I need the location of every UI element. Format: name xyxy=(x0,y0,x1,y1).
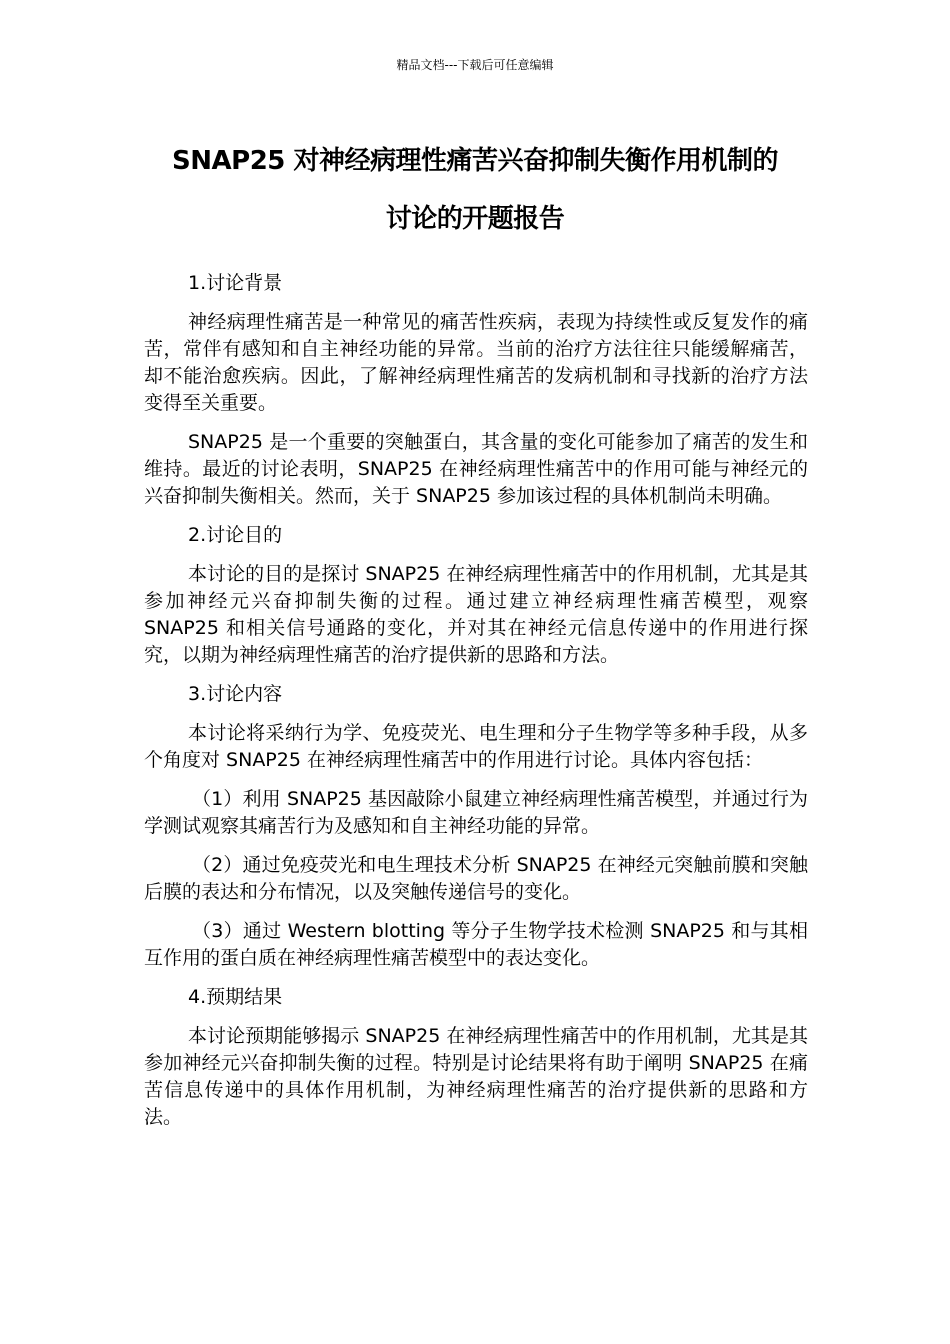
purpose-paragraph-1: 本讨论的目的是探讨 SNAP25 在神经病理性痛苦中的作用机制，尤其是其参加神经元兴奋抑制失衡的过程。通过建立神经病理性痛苦模型，观察 SNAP25 和相关信号通路的变化，并对其在神经元信息传递中的作用进行探究，以期为神经病理性痛苦的治疗提供新的思路和方法。 xyxy=(144,563,808,666)
title-line-1: SNAP25 对神经病理性痛苦兴奋抑制失衡作用机制的 xyxy=(172,146,778,176)
background-paragraph-2: SNAP25 是一个重要的突触蛋白，其含量的变化可能参加了痛苦的发生和维持。最近的讨论表明，SNAP25 在神经病理性痛苦中的作用可能与神经元的兴奋抑制失衡相关。然而，关于 SNAP25 参加该过程的具体机制尚未明确。 xyxy=(144,431,808,507)
document-body xyxy=(144,270,808,1143)
section-heading-purpose: 2.讨论目的 xyxy=(188,524,283,546)
section-heading-background: 1.讨论背景 xyxy=(188,272,283,294)
section-heading-content: 3.讨论内容 xyxy=(188,683,283,705)
content-paragraph-1: 本讨论将采纳行为学、免疫荧光、电生理和分子生物学等多种手段，从多个角度对 SNAP25 在神经病理性痛苦中的作用进行讨论。具体内容包括： xyxy=(144,722,808,771)
content-list-item-3: （3）通过 Western blotting 等分子生物学技术检测 SNAP25 和与其相互作用的蛋白质在神经病理性痛苦模型中的表达变化。 xyxy=(144,920,808,969)
expected-paragraph-1: 本讨论预期能够揭示 SNAP25 在神经病理性痛苦中的作用机制，尤其是其参加神经元兴奋抑制失衡的过程。特别是讨论结果将有助于阐明 SNAP25 在痛苦信息传递中的具体作用机制，为神经病理性痛苦的治疗提供新的思路和方法。 xyxy=(144,1025,808,1128)
content-list-item-1: （1）利用 SNAP25 基因敲除小鼠建立神经病理性痛苦模型，并通过行为学测试观察其痛苦行为及感知和自主神经功能的异常。 xyxy=(144,788,808,837)
content-list-item-2: （2）通过免疫荧光和电生理技术分析 SNAP25 在神经元突触前膜和突触后膜的表达和分布情况，以及突触传递信号的变化。 xyxy=(144,854,808,903)
document-title xyxy=(135,132,815,248)
section-heading-expected: 4.预期结果 xyxy=(188,986,283,1008)
background-paragraph-1: 神经病理性痛苦是一种常见的痛苦性疾病，表现为持续性或反复发作的痛苦，常伴有感知和自主神经功能的异常。当前的治疗方法往往只能缓解痛苦，却不能治愈疾病。因此，了解神经病理性痛苦的发病机制和寻找新的治疗方法变得至关重要。 xyxy=(144,311,808,414)
title-line-2: 讨论的开题报告 xyxy=(385,204,565,234)
header-note: 精品文档---下载后可任意编辑 xyxy=(396,58,554,72)
